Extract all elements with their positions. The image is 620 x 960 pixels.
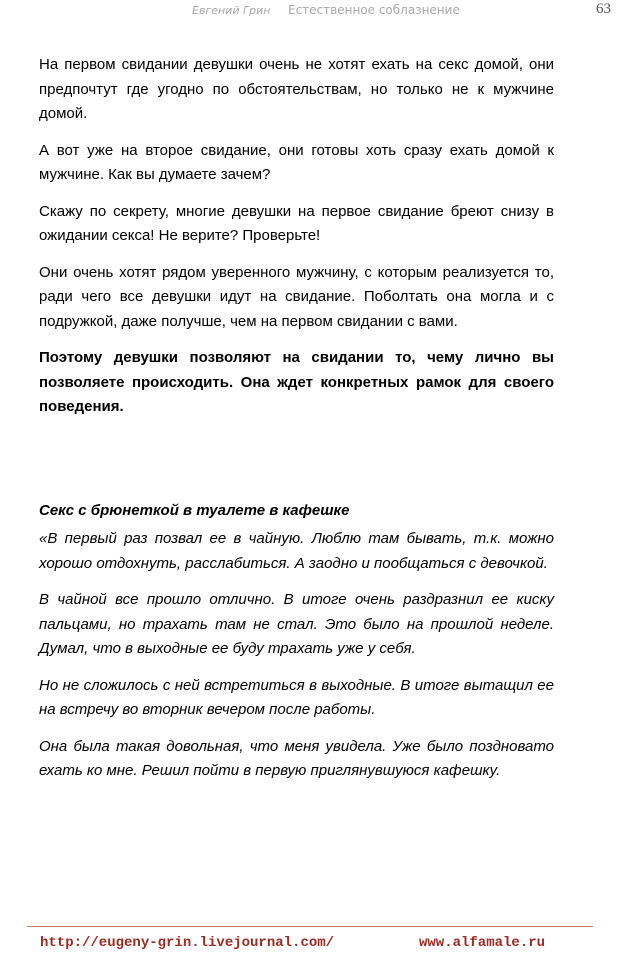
page-body xyxy=(39,53,554,796)
section-title: Секс с брюнеткой в туалете в кафешке xyxy=(39,501,350,519)
section-paragraph-3: Но не сложилось с ней встретиться в выходные. В итоге вытащил ее на встречу во вторник вечером после работы. xyxy=(39,676,554,718)
footer-link-livejournal[interactable]: http://eugeny-grin.livejournal.com/ xyxy=(40,935,335,951)
header-author: Евгений Грин xyxy=(192,4,271,17)
paragraph-4: Они очень хотят рядом уверенного мужчину, с которым реализуется то, ради чего все девушки идут на свидание. Поболтать она могла и с подружкой, даже получше, чем на первом свидании с вами. xyxy=(39,263,554,330)
section-paragraph-2: В чайной все прошло отлично. В итоге очень раздразнил ее киску пальцами, но трахать там не стал. Это было на прошлой неделе. Думал, что в выходные ее буду трахать уже у себя. xyxy=(39,591,554,657)
section-paragraph-1: «В первый раз позвал ее в чайную. Люблю там бывать, т.к. можно хорошо отдохнуть, расслабиться. А заодно и пообщаться с девочкой. xyxy=(39,530,554,572)
page-number: 63 xyxy=(596,1,611,17)
header-book-title: Естественное соблазнение xyxy=(288,3,460,17)
section-paragraph-4: Она была такая довольная, что меня увидела. Уже было поздновато ехать ко мне. Решил пойти в первую приглянувшуюся кафешку. xyxy=(39,737,554,779)
paragraph-1: На первом свидании девушки очень не хотят ехать на секс домой, они предпочтут где угодно по обстоятельствам, но только не к мужчине домой. xyxy=(39,56,554,122)
paragraph-2: А вот уже на второе свидание, они готовы хоть сразу ехать домой к мужчине. Как вы думаете зачем? xyxy=(39,141,554,183)
paragraph-5-bold: Поэтому девушки позволяют на свидании то, чему лично вы позволяете происходить. Она ждет конкретных рамок для своего поведения. xyxy=(39,349,554,415)
footer-link-alfamale[interactable]: www.alfamale.ru xyxy=(419,935,546,951)
footer-divider xyxy=(27,926,593,927)
paragraph-3: Скажу по секрету, многие девушки на первое свидание бреют снизу в ожидании секса! Не верите? Проверьте! xyxy=(39,202,554,244)
page-header xyxy=(0,0,620,22)
